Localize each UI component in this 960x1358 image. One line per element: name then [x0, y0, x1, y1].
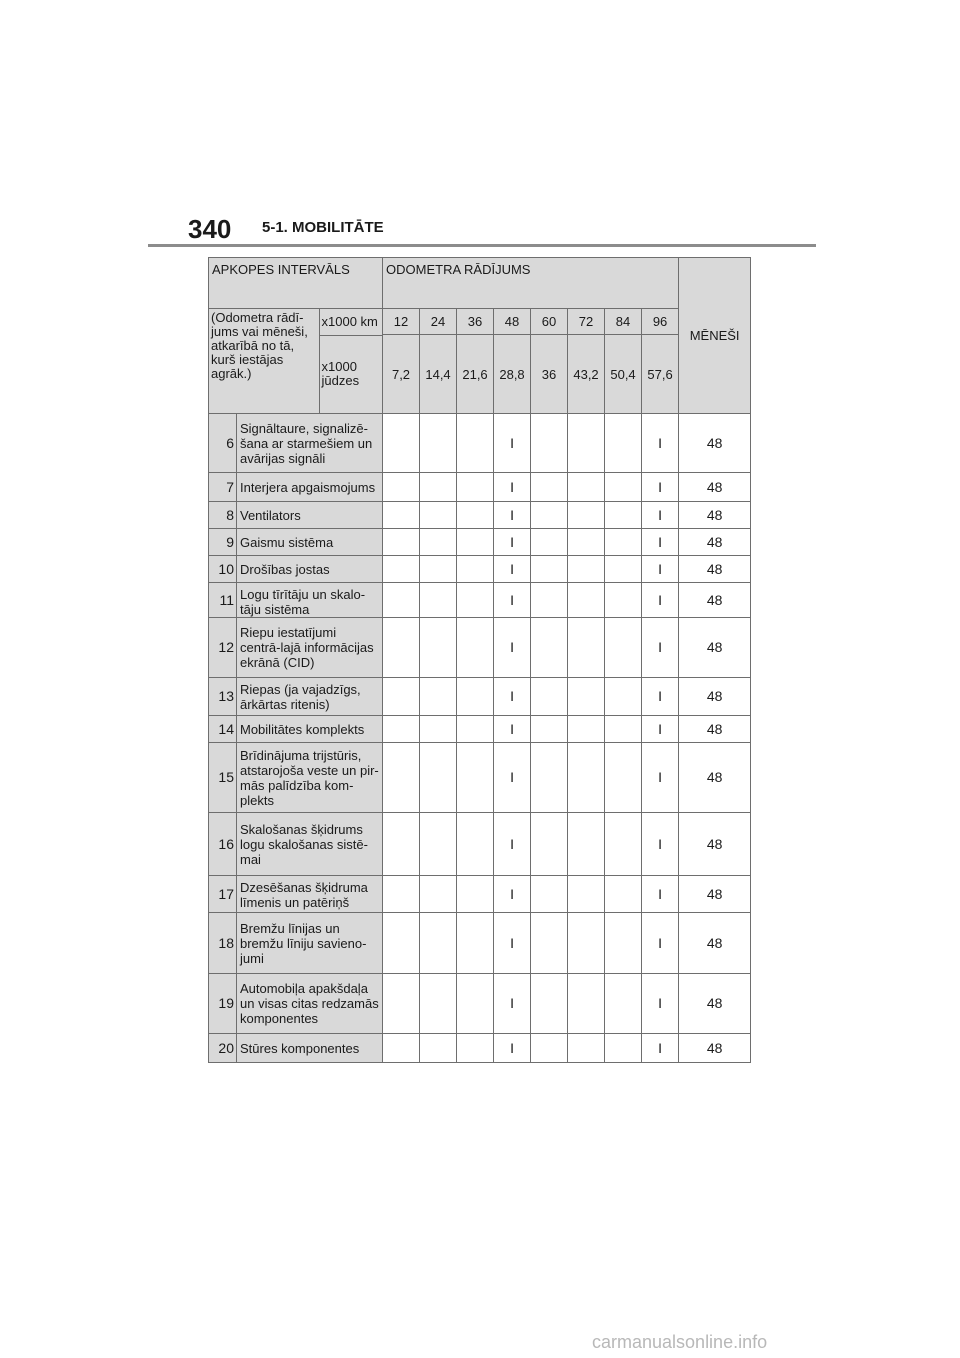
mark-96: I	[642, 414, 679, 473]
empty-cell	[457, 473, 494, 502]
empty-cell	[568, 529, 605, 556]
row-item: Mobilitātes komplekts	[237, 716, 383, 743]
empty-cell	[568, 502, 605, 529]
mile-value: 50,4	[605, 335, 642, 414]
empty-cell	[383, 529, 420, 556]
row-months: 48	[679, 502, 751, 529]
row-item: Drošības jostas	[237, 556, 383, 583]
row-number: 13	[209, 678, 237, 716]
empty-cell	[568, 1034, 605, 1063]
empty-cell	[420, 502, 457, 529]
mark-48: I	[494, 974, 531, 1034]
mark-48: I	[494, 556, 531, 583]
empty-cell	[568, 414, 605, 473]
table-row	[209, 556, 751, 583]
empty-cell	[605, 743, 642, 813]
empty-cell	[457, 502, 494, 529]
empty-cell	[568, 974, 605, 1034]
empty-cell	[383, 678, 420, 716]
empty-cell	[605, 913, 642, 974]
empty-cell	[568, 556, 605, 583]
row-months: 48	[679, 556, 751, 583]
empty-cell	[531, 974, 568, 1034]
row-months: 48	[679, 876, 751, 913]
row-number: 15	[209, 743, 237, 813]
empty-cell	[531, 716, 568, 743]
empty-cell	[605, 974, 642, 1034]
empty-cell	[568, 678, 605, 716]
row-months: 48	[679, 529, 751, 556]
empty-cell	[531, 583, 568, 618]
mile-value: 7,2	[383, 335, 420, 414]
empty-cell	[420, 1034, 457, 1063]
empty-cell	[531, 813, 568, 876]
empty-cell	[457, 876, 494, 913]
row-months: 48	[679, 1034, 751, 1063]
row-item: Signāltaure, signalizē-šana ar starmešiem un avārijas signāli	[237, 414, 383, 473]
row-number: 20	[209, 1034, 237, 1063]
row-number: 12	[209, 618, 237, 678]
empty-cell	[605, 1034, 642, 1063]
mark-48: I	[494, 716, 531, 743]
mark-96: I	[642, 1034, 679, 1063]
interval-note: (Odometra rādī-jums vai mēneši, atkarībā no tā, kurš iestājas agrāk.)	[209, 309, 319, 413]
empty-cell	[383, 813, 420, 876]
empty-cell	[420, 556, 457, 583]
row-item: Stūres komponentes	[237, 1034, 383, 1063]
mark-96: I	[642, 529, 679, 556]
mark-48: I	[494, 813, 531, 876]
empty-cell	[568, 716, 605, 743]
table-row	[209, 583, 751, 618]
watermark: carmanualsonline.info	[592, 1332, 768, 1352]
maintenance-schedule-table	[208, 257, 751, 1063]
row-months: 48	[679, 473, 751, 502]
mark-48: I	[494, 502, 531, 529]
row-months: 48	[679, 618, 751, 678]
empty-cell	[568, 876, 605, 913]
empty-cell	[531, 473, 568, 502]
empty-cell	[457, 1034, 494, 1063]
empty-cell	[605, 473, 642, 502]
empty-cell	[420, 414, 457, 473]
mark-48: I	[494, 414, 531, 473]
mile-value: 21,6	[457, 335, 494, 414]
empty-cell	[420, 473, 457, 502]
empty-cell	[420, 743, 457, 813]
section-title: 5-1. MOBILITĀTE	[262, 219, 384, 236]
odometer-label: ODOMETRA RĀDĪJUMS	[383, 258, 679, 309]
table-row	[209, 502, 751, 529]
km-value: 60	[531, 309, 568, 335]
empty-cell	[605, 414, 642, 473]
mark-48: I	[494, 678, 531, 716]
empty-cell	[531, 556, 568, 583]
empty-cell	[457, 583, 494, 618]
empty-cell	[420, 678, 457, 716]
row-number: 14	[209, 716, 237, 743]
empty-cell	[383, 618, 420, 678]
mark-96: I	[642, 716, 679, 743]
row-item: Riepas (ja vajadzīgs, ārkārtas ritenis)	[237, 678, 383, 716]
table-row	[209, 473, 751, 502]
km-unit: x1000 km	[319, 309, 382, 335]
row-number: 7	[209, 473, 237, 502]
mile-value: 28,8	[494, 335, 531, 414]
table-row	[209, 414, 751, 473]
row-number: 19	[209, 974, 237, 1034]
empty-cell	[605, 716, 642, 743]
mark-96: I	[642, 913, 679, 974]
empty-cell	[383, 974, 420, 1034]
empty-cell	[568, 473, 605, 502]
empty-cell	[420, 813, 457, 876]
empty-cell	[531, 678, 568, 716]
empty-cell	[383, 473, 420, 502]
empty-cell	[605, 618, 642, 678]
row-months: 48	[679, 678, 751, 716]
mark-96: I	[642, 556, 679, 583]
empty-cell	[383, 556, 420, 583]
empty-cell	[420, 876, 457, 913]
mark-48: I	[494, 618, 531, 678]
empty-cell	[568, 813, 605, 876]
row-item: Ventilators	[237, 502, 383, 529]
table-row	[209, 618, 751, 678]
empty-cell	[605, 502, 642, 529]
empty-cell	[457, 678, 494, 716]
mile-unit: x1000 jūdzes	[321, 359, 360, 389]
km-value: 84	[605, 309, 642, 335]
row-item: Bremžu līnijas un bremžu līniju savieno-jumi	[237, 913, 383, 974]
header-row-1	[209, 258, 751, 309]
row-number: 17	[209, 876, 237, 913]
empty-cell	[605, 678, 642, 716]
row-number: 8	[209, 502, 237, 529]
mark-96: I	[642, 678, 679, 716]
empty-cell	[420, 974, 457, 1034]
mark-48: I	[494, 583, 531, 618]
empty-cell	[457, 529, 494, 556]
empty-cell	[383, 876, 420, 913]
mark-96: I	[642, 618, 679, 678]
page-header	[148, 214, 816, 247]
row-item: Interjera apgaismojums	[237, 473, 383, 502]
empty-cell	[457, 716, 494, 743]
schedule-rows	[209, 414, 751, 1063]
mark-96: I	[642, 813, 679, 876]
empty-cell	[568, 583, 605, 618]
row-months: 48	[679, 583, 751, 618]
km-value: 48	[494, 309, 531, 335]
row-months: 48	[679, 813, 751, 876]
empty-cell	[457, 618, 494, 678]
row-number: 10	[209, 556, 237, 583]
km-value: 24	[420, 309, 457, 335]
mark-96: I	[642, 473, 679, 502]
empty-cell	[568, 618, 605, 678]
empty-cell	[531, 529, 568, 556]
empty-cell	[383, 1034, 420, 1063]
mark-96: I	[642, 583, 679, 618]
km-value: 12	[383, 309, 420, 335]
empty-cell	[457, 414, 494, 473]
row-months: 48	[679, 414, 751, 473]
empty-cell	[457, 743, 494, 813]
row-item: Dzesēšanas šķidruma līmenis un patēriņš	[237, 876, 383, 913]
mile-value: 36	[531, 335, 568, 414]
empty-cell	[531, 743, 568, 813]
row-months: 48	[679, 913, 751, 974]
row-number: 18	[209, 913, 237, 974]
months-label: MĒNEŠI	[679, 258, 751, 414]
row-number: 9	[209, 529, 237, 556]
table-row	[209, 813, 751, 876]
empty-cell	[605, 876, 642, 913]
km-value: 72	[568, 309, 605, 335]
empty-cell	[605, 529, 642, 556]
empty-cell	[420, 583, 457, 618]
row-item: Automobiļa apakšdaļa un visas citas redzamās komponentes	[237, 974, 383, 1034]
table-row	[209, 913, 751, 974]
empty-cell	[383, 743, 420, 813]
empty-cell	[457, 974, 494, 1034]
empty-cell	[457, 556, 494, 583]
row-months: 48	[679, 716, 751, 743]
mile-value: 14,4	[420, 335, 457, 414]
km-value: 36	[457, 309, 494, 335]
row-item: Gaismu sistēma	[237, 529, 383, 556]
mark-48: I	[494, 1034, 531, 1063]
empty-cell	[605, 556, 642, 583]
interval-note-cell	[209, 309, 383, 414]
row-item: Logu tīrītāju un skalo-tāju sistēma	[237, 583, 383, 618]
row-number: 6	[209, 414, 237, 473]
row-months: 48	[679, 974, 751, 1034]
empty-cell	[420, 529, 457, 556]
empty-cell	[605, 583, 642, 618]
mark-96: I	[642, 502, 679, 529]
row-item: Riepu iestatījumi centrā-lajā informācijas ekrānā (CID)	[237, 618, 383, 678]
empty-cell	[383, 414, 420, 473]
mark-96: I	[642, 743, 679, 813]
empty-cell	[383, 502, 420, 529]
empty-cell	[531, 502, 568, 529]
page-number: 340	[188, 214, 232, 244]
empty-cell	[531, 414, 568, 473]
empty-cell	[531, 876, 568, 913]
empty-cell	[383, 913, 420, 974]
mile-value: 57,6	[642, 335, 679, 414]
mark-96: I	[642, 974, 679, 1034]
km-value: 96	[642, 309, 679, 335]
empty-cell	[420, 913, 457, 974]
table-row	[209, 678, 751, 716]
empty-cell	[420, 716, 457, 743]
mark-48: I	[494, 876, 531, 913]
row-number: 16	[209, 813, 237, 876]
mark-96: I	[642, 876, 679, 913]
table-row	[209, 716, 751, 743]
mark-48: I	[494, 529, 531, 556]
row-item: Skalošanas šķidrums logu skalošanas sistē-mai	[237, 813, 383, 876]
empty-cell	[457, 913, 494, 974]
empty-cell	[531, 913, 568, 974]
empty-cell	[568, 913, 605, 974]
header-row-km	[209, 309, 751, 335]
empty-cell	[383, 583, 420, 618]
empty-cell	[457, 813, 494, 876]
table-row	[209, 876, 751, 913]
empty-cell	[420, 618, 457, 678]
row-months: 48	[679, 743, 751, 813]
table-row	[209, 1034, 751, 1063]
empty-cell	[568, 743, 605, 813]
empty-cell	[531, 1034, 568, 1063]
empty-cell	[383, 716, 420, 743]
mark-48: I	[494, 913, 531, 974]
row-item: Brīdinājuma trijstūris, atstarojoša veste un pir-mās palīdzība kom-plekts	[237, 743, 383, 813]
row-number: 11	[209, 583, 237, 618]
empty-cell	[531, 618, 568, 678]
empty-cell	[605, 813, 642, 876]
table-row	[209, 974, 751, 1034]
table-row	[209, 743, 751, 813]
mile-value: 43,2	[568, 335, 605, 414]
interval-label: APKOPES INTERVĀLS	[209, 258, 383, 309]
mark-48: I	[494, 743, 531, 813]
table-row	[209, 529, 751, 556]
mark-48: I	[494, 473, 531, 502]
